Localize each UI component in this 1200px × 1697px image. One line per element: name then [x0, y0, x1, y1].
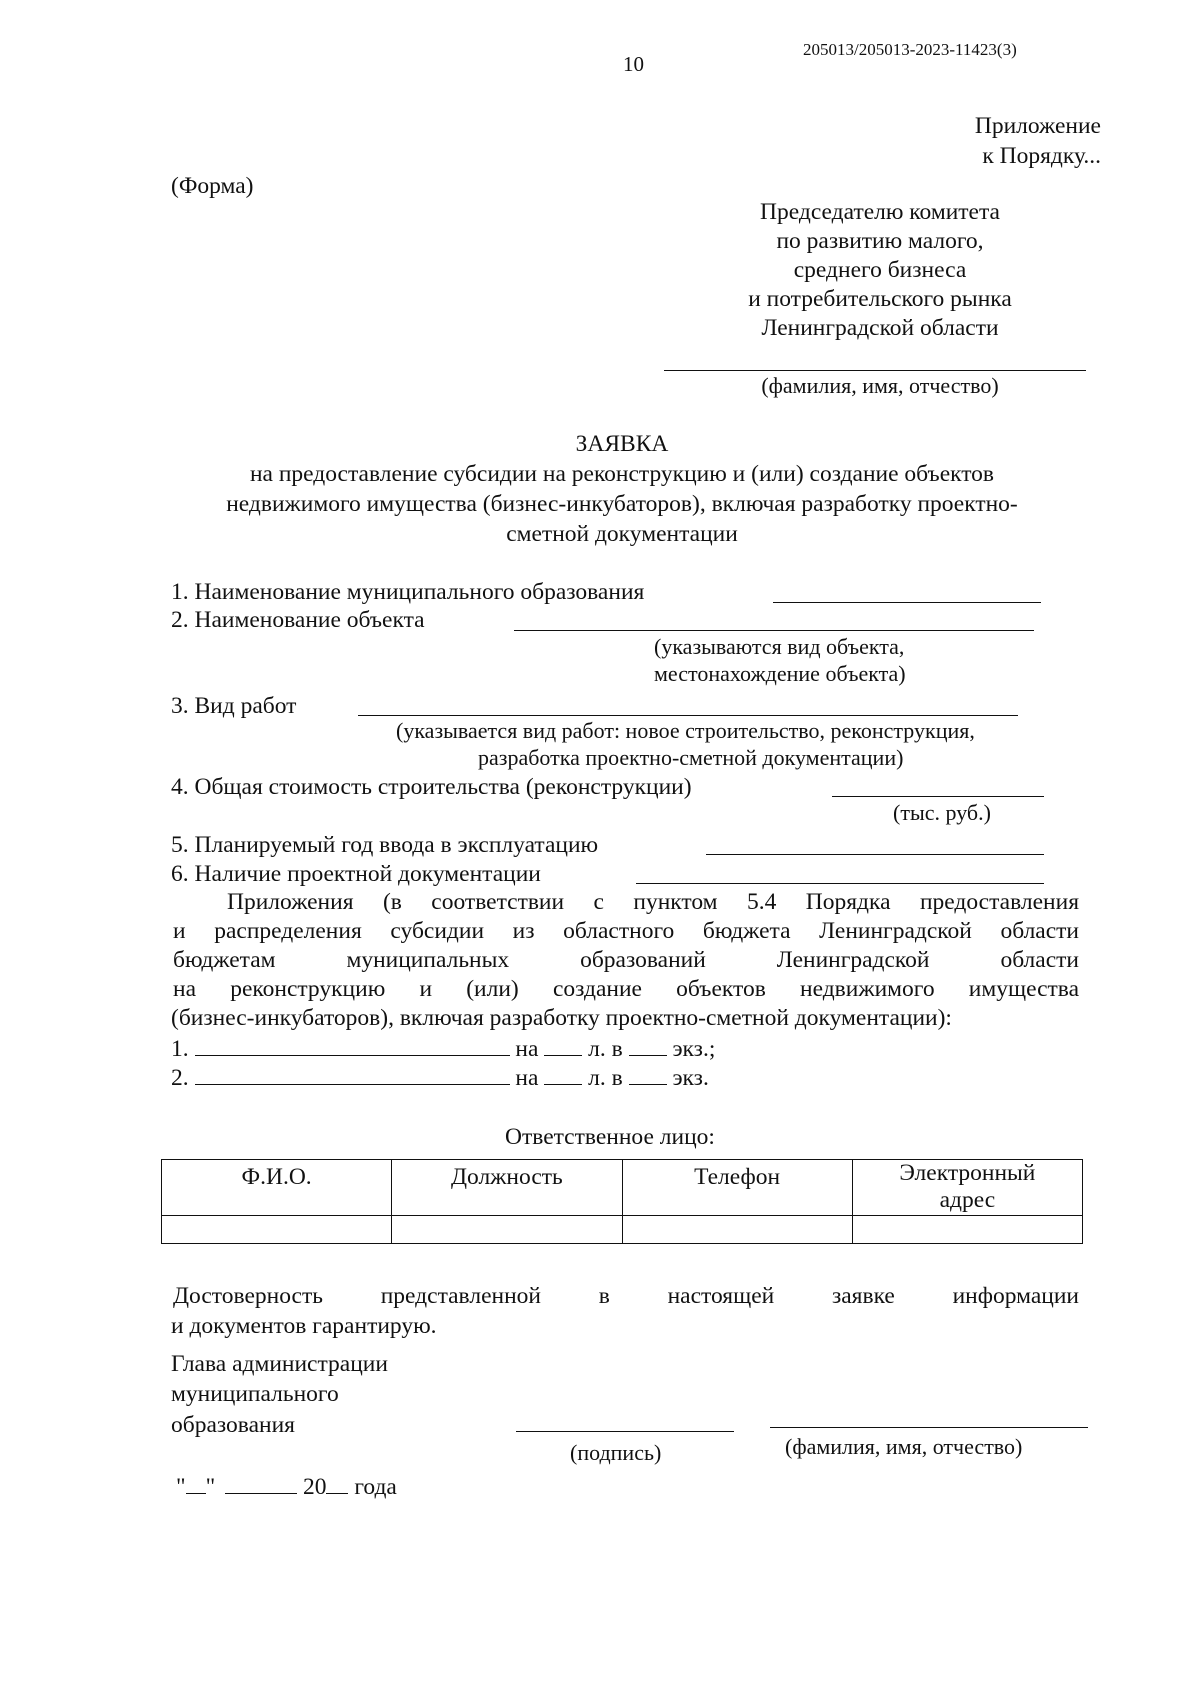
sheets-count-blank[interactable]	[544, 1064, 582, 1085]
attachment-item-2	[171, 1064, 709, 1092]
certify-line: и документов гарантирую.	[171, 1313, 437, 1339]
head-title-line: муниципального	[171, 1381, 339, 1407]
application-subtitle-line: сметной документации	[506, 521, 738, 547]
word-sheets-in: л. в	[588, 1065, 623, 1091]
cell-fio[interactable]	[162, 1216, 392, 1244]
copies-count-blank[interactable]	[629, 1064, 667, 1085]
page-number: 10	[623, 52, 644, 76]
responsible-title: Ответственное лицо:	[505, 1124, 715, 1150]
field-3-hint: разработка проектно-сметной документации)	[478, 745, 904, 770]
addressee-line: и потребительского рынка	[748, 286, 1012, 312]
form-label: (Форма)	[171, 173, 254, 199]
date-year-blank[interactable]	[326, 1473, 348, 1494]
signature-fio-caption: (фамилия, имя, отчество)	[785, 1434, 1023, 1459]
attachments-paragraph-line: бюджетам муниципальных образований Ленинградской области	[173, 947, 1079, 973]
attachments-paragraph-line: Приложения (в соответствии с пунктом 5.4 Порядка предоставления	[227, 889, 1079, 915]
attachment-item-number: 1.	[171, 1036, 189, 1062]
field-1-label: 1. Наименование муниципального образования	[171, 579, 645, 605]
attachment-item-number: 2.	[171, 1065, 189, 1091]
word-na: на	[515, 1065, 539, 1091]
addressee-fio-line[interactable]	[664, 370, 1086, 371]
appendix-label: Приложение	[974, 113, 1101, 139]
responsible-table	[161, 1159, 1083, 1244]
signature-caption: (подпись)	[570, 1440, 662, 1465]
application-heading: ЗАЯВКА	[575, 431, 669, 457]
head-title-line: образования	[171, 1412, 295, 1438]
date-quote: "	[176, 1474, 186, 1500]
column-header-phone: Телефон	[622, 1160, 852, 1216]
field-2-input-line[interactable]	[514, 630, 1034, 631]
copies-count-blank[interactable]	[629, 1035, 667, 1056]
attachments-paragraph-line: на реконструкцию и (или) создание объектов недвижимого имущества	[173, 976, 1079, 1002]
field-4-input-line[interactable]	[832, 796, 1044, 797]
appendix-reference: к Порядку...	[982, 143, 1101, 169]
column-header-fio: Ф.И.О.	[162, 1160, 392, 1216]
date-year-prefix: 20	[302, 1474, 327, 1500]
sheets-count-blank[interactable]	[544, 1035, 582, 1056]
cell-position[interactable]	[392, 1216, 622, 1244]
date-month-blank[interactable]	[225, 1473, 297, 1494]
attachments-paragraph-line: (бизнес-инкубаторов), включая разработку проектно-сметной документации):	[171, 1005, 952, 1031]
addressee-line: среднего бизнеса	[793, 257, 967, 283]
attachment-item-1	[171, 1035, 715, 1063]
head-title-line: Глава администрации	[171, 1351, 388, 1377]
field-4-hint: (тыс. руб.)	[893, 800, 991, 825]
cell-email[interactable]	[852, 1216, 1082, 1244]
certify-line: Достоверность представленной в настоящей заявке информации	[173, 1283, 1079, 1309]
date-quote: "	[205, 1474, 216, 1500]
field-3-input-line[interactable]	[358, 715, 1018, 716]
table-row	[162, 1216, 1083, 1244]
attachments-paragraph-line: и распределения субсидии из областного бюджета Ленинградской области	[173, 918, 1079, 944]
field-5-input-line[interactable]	[706, 854, 1044, 855]
application-subtitle-line: недвижимого имущества (бизнес-инкубаторов), включая разработку проектно-	[226, 491, 1018, 517]
date-suffix: года	[354, 1474, 397, 1500]
field-2-label: 2. Наименование объекта	[171, 607, 425, 633]
date-day-blank[interactable]	[186, 1473, 206, 1494]
word-na: на	[515, 1036, 539, 1062]
field-6-label: 6. Наличие проектной документации	[171, 861, 541, 887]
field-3-label: 3. Вид работ	[171, 693, 297, 719]
column-header-email: Электронный адрес	[852, 1160, 1082, 1216]
signature-line[interactable]	[516, 1431, 734, 1432]
field-1-input-line[interactable]	[773, 602, 1041, 603]
field-5-label: 5. Планируемый год ввода в эксплуатацию	[171, 832, 599, 858]
field-4-label: 4. Общая стоимость строительства (реконструкции)	[171, 774, 692, 800]
document-number: 205013/205013-2023-11423(3)	[803, 40, 1017, 59]
word-copies: экз.	[672, 1065, 709, 1091]
addressee-fio-caption: (фамилия, имя, отчество)	[761, 373, 999, 398]
signature-fio-line[interactable]	[770, 1427, 1088, 1428]
application-subtitle-line: на предоставление субсидии на реконструкцию и (или) создание объектов	[249, 461, 995, 487]
table-header-row	[162, 1160, 1083, 1216]
cell-phone[interactable]	[622, 1216, 852, 1244]
field-6-input-line[interactable]	[636, 883, 1044, 884]
addressee-line: Председателю комитета	[760, 199, 1000, 225]
addressee-block	[700, 198, 1060, 343]
attachment-name-blank[interactable]	[195, 1064, 510, 1085]
addressee-line: Ленинградской области	[761, 315, 999, 341]
addressee-line: по развитию малого,	[776, 228, 984, 254]
word-copies: экз.;	[672, 1036, 716, 1062]
word-sheets-in: л. в	[588, 1036, 623, 1062]
column-header-position: Должность	[392, 1160, 622, 1216]
attachment-name-blank[interactable]	[195, 1035, 510, 1056]
date-line	[176, 1473, 397, 1501]
field-2-hint: местонахождение объекта)	[654, 661, 906, 686]
field-3-hint: (указывается вид работ: новое строительство, реконструкция,	[396, 718, 975, 743]
field-2-hint: (указываются вид объекта,	[654, 634, 905, 659]
